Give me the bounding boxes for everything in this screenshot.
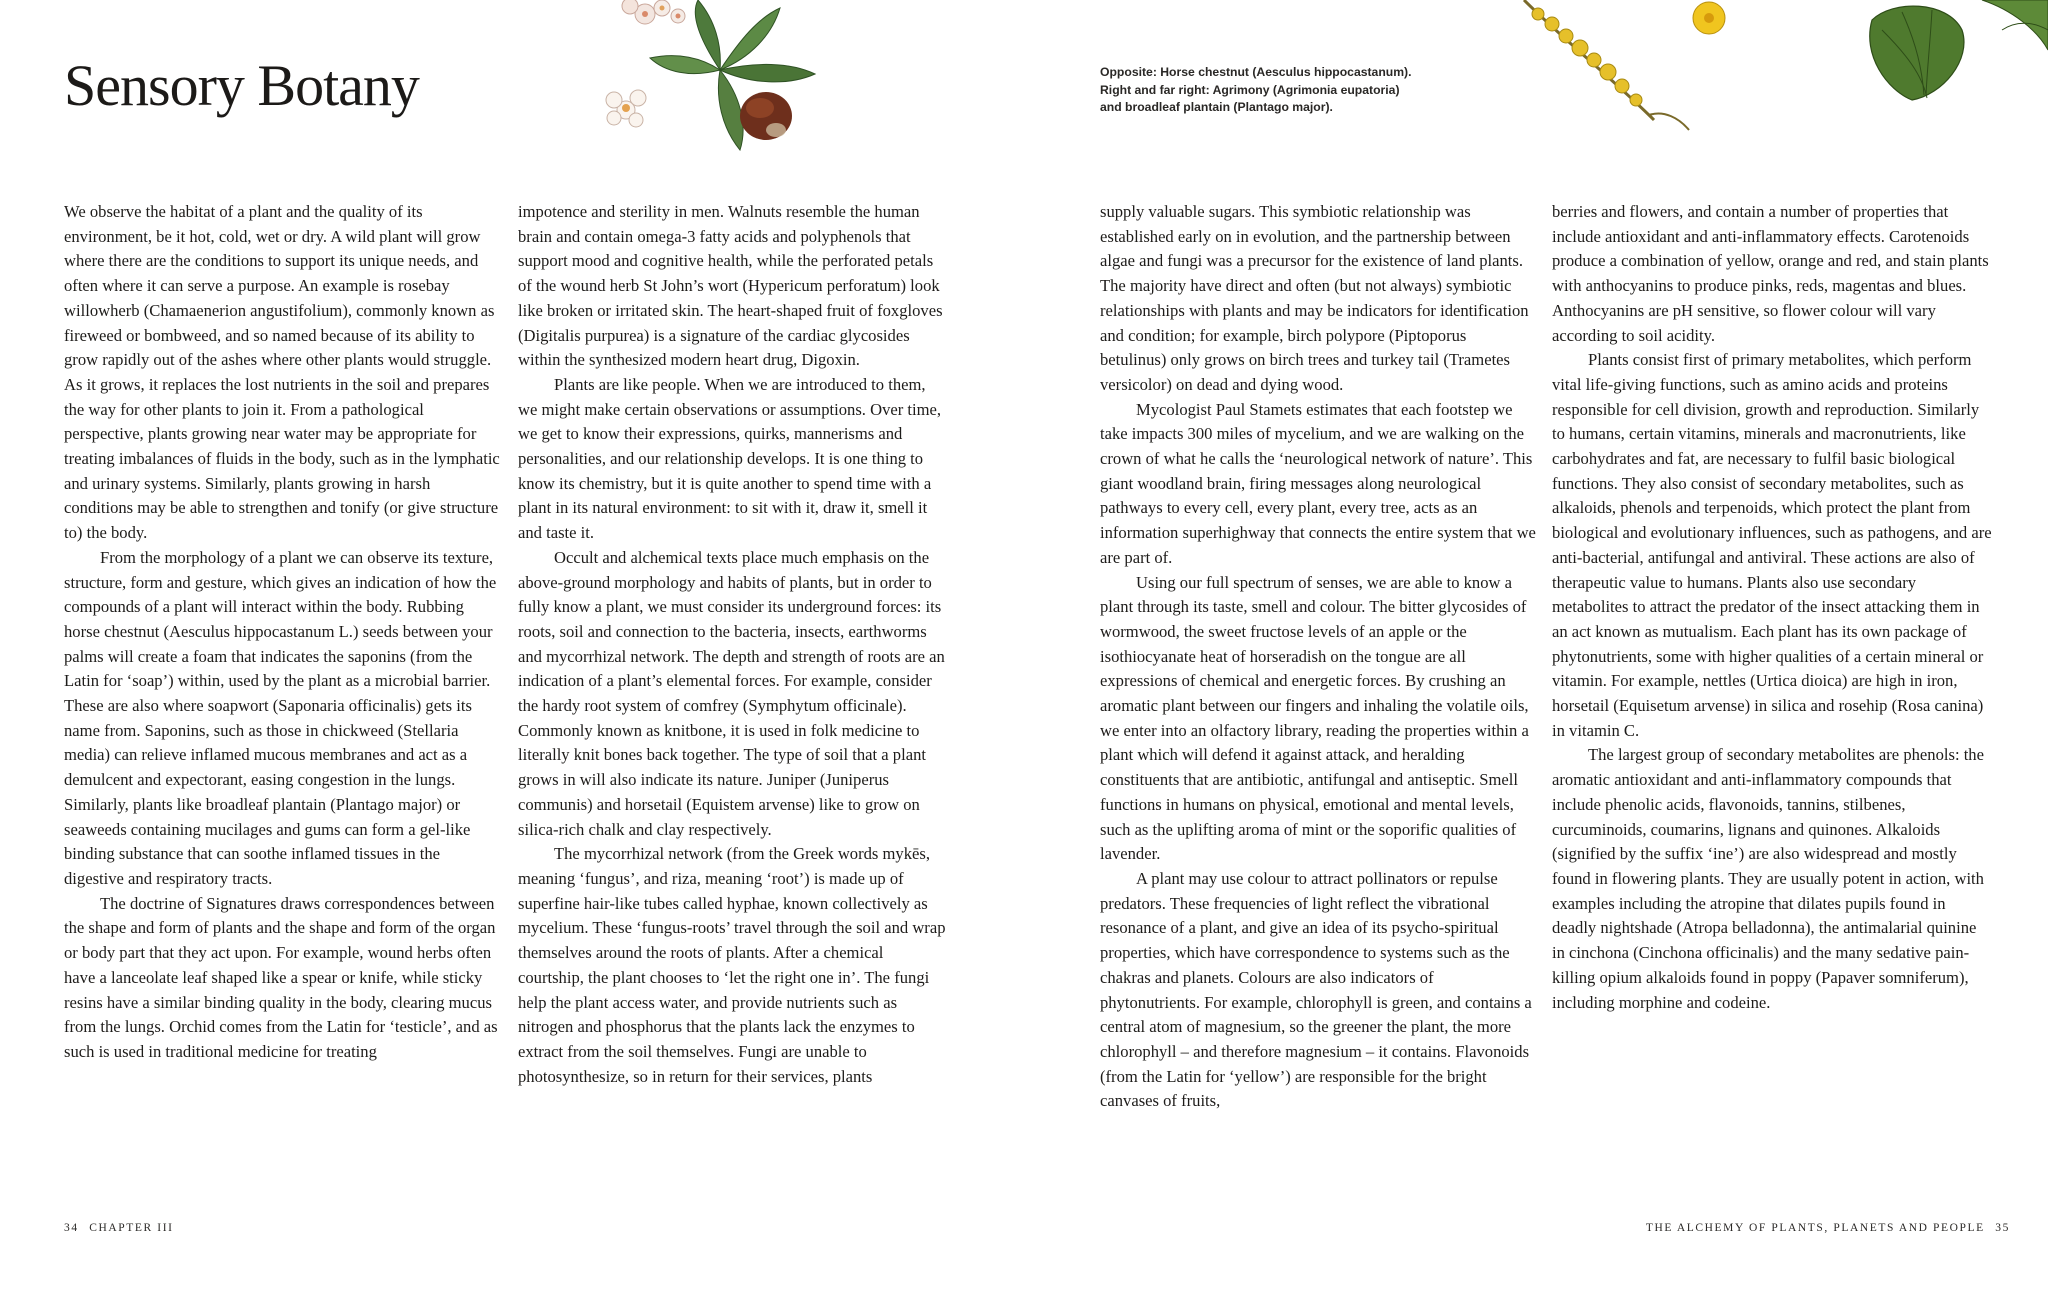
horse-chestnut-illustration [590, 0, 840, 170]
caption-line: Opposite: Horse chestnut (Aesculus hippocastanum). [1100, 65, 1412, 79]
right-page [1024, 0, 2048, 1294]
paragraph: A plant may use colour to attract pollinators or repulse predators. These frequencies of light reflect the vibrational resonance of a plant, and give an idea of its psycho-spiritual properties, which have correspondence to systems such as the chakras and planets. Colours are also indicators of phytonutrients. For example, chlorophyll is green, and contains a central atom of magnesium, so the greener the plant, the more chlorophyll – and therefore magnesium – it contains. Flavonoids (from the Latin for ‘yellow’) are responsible for the bright canvases of fruits, [1100, 868, 1532, 1111]
paragraph: The mycorrhizal network (from the Greek words mykēs, meaning ‘fungus’, and riza, meaning ‘root’) is made up of superfine hair-like tubes called hyphae, known collectively as mycelium. These ‘fungus-roots’ travel through the soil and wrap themselves around the roots of plants. After a chemical courtship, the plant chooses to ‘let the right one in’. The fungi help the plant access water, and provide nutrients such as nitrogen and phosphorus that the plants lack the enzymes to extract from the soil themselves. Fungi are unable to photosynthesize, so in return for their services, plants [518, 844, 946, 1086]
paragraph: The largest group of secondary metabolites are phenols: the aromatic antioxidant and anti-inflammatory compounds that include phenolic acids, flavonoids, tannins, stilbenes, curcuminoids, coumarins, lignans and quinones. Alkaloids (signified by the suffix ‘ine’) are also widespread and mostly found in flowering plants. They are usually potent in action, with examples including the atropine that dilates pupils found in deadly nightshade (Atropa belladonna), the antimalarial quinine in cinchona (Cinchona officinalis) and the many sedative pain-killing opium alkaloids found in poppy (Papaver somniferum), including morphine and codeine. [1552, 745, 1984, 1012]
folio-right [1646, 1222, 2010, 1234]
plantain-illustration [1862, 0, 2048, 150]
paragraph: berries and flowers, and contain a number of properties that include antioxidant and anti-inflammatory effects. Carotenoids produce a combination of yellow, orange and red, and stain plants with anthocyanins to produce pinks, reds, magentas and blues. Anthocyanins are pH sensitive, so flower colour will vary according to soil acidity. [1552, 202, 1989, 345]
caption-line: and broadleaf plantain (Plantago major). [1100, 100, 1333, 114]
caption-line: Right and far right: Agrimony (Agrimonia eupatoria) [1100, 82, 1400, 97]
paragraph: Mycologist Paul Stamets estimates that each footstep we take impacts 300 miles of mycelium, and we are walking on the crown of what he calls the ‘neurological network of nature’. This giant woodland brain, firing messages along neurological pathways to every cell, every plant, every tree, acts as an information superhighway that connects the entire system that we are part of. [1100, 399, 1536, 567]
paragraph: Using our full spectrum of senses, we are able to know a plant through its taste, smell and colour. The bitter glycosides of wormwood, the sweet fructose levels of an apple or the isothiocyanate heat of horseradish on the tongue are all expressions of chemical and energetic forces. By crushing an aromatic plant between our fingers and inhaling the volatile oils, we enter into an olfactory library, reading the properties within a plant which will defend it against attack, and heralding constituents that are antibiotic, antifungal and antiseptic. Smell functions in humans on physical, emotional and mental levels, such as the uplifting aroma of mint or the soporific qualities of lavender. [1100, 572, 1529, 864]
paragraph: The doctrine of Signatures draws correspondences between the shape and form of plants and the shape and form of the organ or body part that they act upon. For example, wound herbs often have a lanceolate leaf shaped like a spear or knife, while sticky resins have a similar binding quality in the body, clearing mucus from the lungs. Orchid comes from the Latin for ‘testicle’, and as such is used in traditional medicine for treating [64, 893, 498, 1061]
paragraph: We observe the habitat of a plant and the quality of its environment, be it hot, cold, wet or dry. A wild plant will grow where there are the conditions to support its unique needs, and often where it can serve a purpose. An example is rosebay willowherb (Chamaenerion angustifolium), commonly known as fireweed or bombweed, and so named because of its ability to grow rapidly out of the ashes where other plants would struggle. As it grows, it replaces the lost nutrients in the soil and prepares the way for other plants to join it. From a pathological perspective, plants growing near water may be appropriate for treating imbalances of fluids in the body, such as in the lymphatic and urinary systems. Similarly, plants growing in harsh conditions may be able to strengthen and tonify (or give structure to) the body. [64, 202, 500, 543]
paragraph: impotence and sterility in men. Walnuts resemble the human brain and contain omega-3 fatty acids and polyphenols that support mood and cognitive health, while the perforated petals of the wound herb St John’s wort (Hypericum perforatum) look like broken or irritated skin. The heart-shaped fruit of foxgloves (Digitalis purpurea) is a signature of the cardiac glycosides within the synthesized modern heart drug, Digoxin. [518, 202, 943, 370]
white-flower [606, 90, 646, 127]
book-title-label: THE ALCHEMY OF PLANTS, PLANETS AND PEOPLE [1645, 1222, 1985, 1234]
folio-left [64, 1222, 174, 1234]
text-column-4 [1552, 200, 1992, 1015]
page-number: 34 [64, 1222, 79, 1234]
image-caption [1100, 64, 1500, 117]
page-number: 35 [1995, 1222, 2010, 1234]
yellow-flower [1693, 2, 1725, 34]
page-title: Sensory Botany [64, 53, 419, 118]
paragraph: Plants consist first of primary metabolites, which perform vital life-giving functions, such as amino acids and proteins responsible for cell division, growth and reproduction. Similarly to humans, certain vitamins, minerals and macronutrients, like carbohydrates and fat, are necessary to fulfil basic biological functions. They also consist of secondary metabolites, such as alkaloids, phenols and terpenoids, which protect the plant from biological and evolutionary influences, such as pathogens, and are anti-bacterial, antifungal and antiviral. These actions are also of therapeutic value to humans. Plants also use secondary metabolites to attract the predator of the insect attacking them in an act known as mutualism. Each plant has its own package of phytonutrients, some with higher qualities of a certain mineral or vitamin. For example, nettles (Urtica dioica) are high in iron, horsetail (Equisetum arvense) in silica and rosehip (Rosa canina) in vitamin C. [1552, 350, 1992, 740]
text-column-3 [1100, 200, 1536, 1114]
agrimony-illustration [1504, 0, 1734, 140]
paragraph: supply valuable sugars. This symbiotic relationship was established early on in evolution, and the partnership between algae and fungi was a precursor for the existence of land plants. The majority have direct and often (but not always) symbiotic relationships with plants and may be indicators for identification and condition; for example, birch polypore (Piptoporus betulinus) only grows on birch trees and turkey tail (Trametes versicolor) on dead and dying wood. [1100, 202, 1529, 394]
blossom-cluster [622, 0, 685, 24]
text-column-2 [518, 200, 948, 1089]
paragraph: Plants are like people. When we are introduced to them, we might make certain observations or assumptions. Over time, we get to know their expressions, quirks, mannerisms and personalities, and our relationship develops. It is one thing to know its chemistry, but it is quite another to spend time with a plant in its natural environment: to sit with it, draw it, smell it and taste it. [518, 374, 942, 543]
conker [740, 92, 792, 140]
paragraph: Occult and alchemical texts place much emphasis on the above-ground morphology and habits of plants, but in order to fully know a plant, we must consider its underground forces: its roots, soil and connection to the bacteria, insects, earthworms and mycorrhizal network. The depth and strength of roots are an indication of a plant’s elemental forces. For example, consider the hardy root system of comfrey (Symphytum officinale). Commonly known as knitbone, it is used in folk medicine to literally knit bones back together. The type of soil that a plant grows in will also indicate its nature. Juniper (Juniperus communis) and horsetail (Equistem arvense) like to grow on silica-rich chalk and clay respectively. [518, 547, 945, 839]
text-column-1 [64, 200, 500, 1065]
paragraph: From the morphology of a plant we can observe its texture, structure, form and gesture, which gives an indication of how the compounds of a plant will interact within the body. Rubbing horse chestnut (Aesculus hippocastanum L.) seeds between your palms will create a foam that indicates the saponins (from the Latin for ‘soap’) within, used by the plant as a microbial barrier. These are also where soapwort (Saponaria officinalis) gets its name from. Saponins, such as those in chickweed (Stellaria media) can relieve inflamed mucous membranes and act as a demulcent and expectorant, easing congestion in the lungs. Similarly, plants like broadleaf plantain (Plantago major) or seaweeds containing mucilages and gums can form a gel-like binding substance that can soothe inflamed tissues in the digestive and respiratory tracts. [64, 547, 497, 888]
chapter-label: CHAPTER III [89, 1222, 174, 1234]
